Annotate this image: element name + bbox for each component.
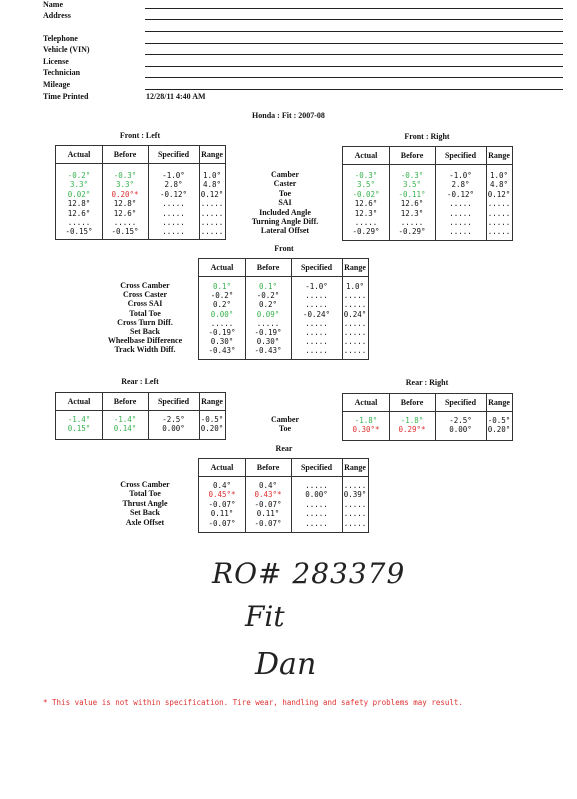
front-right-table <box>342 146 513 241</box>
cell-range: ..... <box>200 208 224 218</box>
rear-measurement-label: Toe <box>278 424 292 434</box>
cell-spec: -2.5° <box>449 416 472 425</box>
rear-left-table <box>55 392 226 440</box>
column-header-actual: Actual <box>210 263 234 272</box>
column-header-range: Range <box>488 151 510 160</box>
name-line <box>145 8 563 9</box>
cell-before: 12.6° <box>400 199 424 209</box>
front-axle-measurement-label: Cross Camber <box>120 281 170 290</box>
cell-before: ..... <box>113 218 137 227</box>
cell-before: 0.14° <box>113 424 137 434</box>
rear-axle-table <box>198 458 369 533</box>
cell-range: 1.0° <box>202 171 222 180</box>
column-header-actual: Actual <box>67 397 91 406</box>
handwritten-technician: Dan <box>255 647 317 682</box>
handwritten-model: Fit <box>245 600 285 633</box>
cell-spec: ..... <box>305 337 328 347</box>
front-measurement-label: Turning Angle Diff. <box>251 217 319 226</box>
cell-actual: 0.15° <box>67 424 91 434</box>
cell-before: -0.07° <box>254 518 282 528</box>
front-axle-measurement-label: Cross SAI <box>127 299 163 309</box>
cell-actual: ..... <box>354 218 378 227</box>
column-header-range: Range <box>201 150 223 159</box>
cell-before: -0.15° <box>111 227 139 237</box>
cell-before: 0.11° <box>256 509 280 519</box>
cell-before: 0.1° <box>258 282 278 291</box>
cell-range: ..... <box>343 318 367 328</box>
cell-actual: 0.4° <box>212 481 232 490</box>
cell-before: 0.43°* <box>254 490 282 500</box>
cell-spec: ..... <box>305 346 328 356</box>
cell-spec: -2.5° <box>162 415 185 424</box>
cell-range: ..... <box>200 218 224 227</box>
cell-actual: 0.02° <box>67 189 91 199</box>
column-header-actual: Actual <box>354 398 378 407</box>
front-axle-title: Front <box>274 244 294 253</box>
cell-spec: 0.00° <box>449 425 472 435</box>
cell-actual: 3.3° <box>69 180 89 190</box>
front-axle-measurement-label: Cross Turn Diff. <box>117 317 173 327</box>
front-measurement-label: Caster <box>273 179 297 189</box>
cell-actual: -0.29° <box>352 227 380 237</box>
cell-before: 12.6° <box>113 208 137 218</box>
cell-range: -0.5° <box>487 416 511 425</box>
time-printed-value: 12/28/11 4:40 AM <box>146 92 206 101</box>
cell-actual: 0.30°* <box>352 425 380 435</box>
cell-range: ..... <box>343 499 367 509</box>
front-axle-table <box>198 258 369 360</box>
cell-actual: 0.2° <box>212 300 232 310</box>
cell-actual: 12.6° <box>67 208 91 218</box>
cell-range: ..... <box>200 199 224 209</box>
field-label-technician: Technician <box>43 68 81 77</box>
cell-range: ..... <box>343 328 367 337</box>
cell-before: -0.19° <box>254 328 282 337</box>
cell-spec: -0.12° <box>159 189 188 199</box>
address-line <box>145 19 563 20</box>
vehicle-title: Honda : Fit : 2007-08 <box>252 111 325 120</box>
cell-before: 0.30° <box>256 337 280 347</box>
cell-spec: ..... <box>449 208 472 218</box>
cell-range: 1.0° <box>489 171 509 180</box>
front-axle-measurement-label: Set Back <box>130 327 160 336</box>
column-header-actual: Actual <box>354 151 378 160</box>
cell-actual: 0.30° <box>210 337 234 347</box>
front-measurement-label: SAI <box>278 198 292 208</box>
cell-spec: ..... <box>305 328 328 337</box>
cell-range: 4.8° <box>202 180 222 190</box>
column-header-before: Before <box>113 397 137 406</box>
front-axle-measurement-label: Total Toe <box>129 308 161 318</box>
cell-spec: -1.0° <box>162 171 185 180</box>
cell-spec: ..... <box>162 199 185 209</box>
column-header-actual: Actual <box>67 150 91 159</box>
cell-range: 0.20° <box>200 424 224 434</box>
field-label-telephone: Telephone <box>43 34 78 43</box>
column-header-before: Before <box>256 463 280 472</box>
address-line-2 <box>145 31 563 32</box>
front-axle-measurement-label: Cross Caster <box>122 290 168 300</box>
cell-spec: ..... <box>162 218 185 227</box>
cell-before: 3.5° <box>402 180 422 190</box>
cell-before: -0.3° <box>113 171 137 180</box>
cell-spec: ..... <box>305 509 328 519</box>
cell-actual: -0.02° <box>352 189 380 199</box>
cell-range: ..... <box>487 218 511 227</box>
cell-range: ..... <box>343 481 367 490</box>
rear-axle-title: Rear <box>275 444 293 453</box>
cell-range: 0.12° <box>200 189 224 199</box>
cell-before: -1.8° <box>400 416 424 425</box>
cell-range: 4.8° <box>489 180 509 190</box>
front-axle-measurement-label: Track Width Diff. <box>114 345 176 355</box>
cell-before: -0.3° <box>400 171 424 180</box>
cell-actual: -0.19° <box>208 328 236 337</box>
column-header-range: Range <box>344 263 366 272</box>
field-label-license: License <box>43 57 69 66</box>
cell-actual: -1.8° <box>354 416 378 425</box>
front-measurement-label: Included Angle <box>259 207 311 217</box>
column-header-before: Before <box>256 263 280 272</box>
rear-right-table <box>342 393 513 441</box>
mileage-line <box>145 89 563 90</box>
field-label-name: Name <box>43 0 63 9</box>
cell-spec: ..... <box>449 227 472 237</box>
cell-before: 3.3° <box>115 180 135 190</box>
technician-line <box>145 77 563 78</box>
cell-range: ..... <box>487 208 511 218</box>
cell-spec: -1.0° <box>449 171 472 180</box>
column-header-spec: Specified <box>444 398 477 407</box>
cell-before: -1.4° <box>113 415 137 424</box>
vin-line <box>145 54 563 55</box>
cell-range: ..... <box>487 199 511 209</box>
rear-axle-measurement-label: Cross Camber <box>120 480 170 489</box>
field-label-vin: Vehicle (VIN) <box>43 45 90 54</box>
cell-actual: ..... <box>210 318 234 328</box>
column-header-spec: Specified <box>157 150 190 159</box>
rear-left-title: Rear : Left <box>121 377 159 386</box>
cell-spec: 2.8° <box>451 180 470 190</box>
rear-axle-measurement-label: Thrust Angle <box>122 498 168 508</box>
field-label-address: Address <box>43 11 71 20</box>
cell-actual: -0.3° <box>354 171 378 180</box>
field-label-mileage: Mileage <box>43 80 71 89</box>
front-left-table <box>55 145 226 240</box>
column-header-range: Range <box>488 398 510 407</box>
field-label-time-printed: Time Printed <box>43 92 89 101</box>
cell-before: 12.3° <box>400 208 424 218</box>
cell-spec: ..... <box>305 291 328 301</box>
cell-spec: ..... <box>305 318 328 328</box>
cell-spec: -1.0° <box>305 282 328 291</box>
cell-before: 12.8° <box>113 199 137 209</box>
cell-range: 0.39° <box>343 490 367 500</box>
front-measurement-label: Toe <box>278 188 292 198</box>
cell-actual: 12.8° <box>67 199 91 209</box>
cell-actual: 12.3° <box>354 208 378 218</box>
front-left-title: Front : Left <box>119 131 161 140</box>
cell-range: 0.24° <box>343 309 367 319</box>
cell-spec: ..... <box>305 300 328 310</box>
rear-axle-measurement-label: Total Toe <box>129 489 161 499</box>
cell-spec: ..... <box>305 518 328 528</box>
rear-axle-measurement-label: Set Back <box>130 508 160 518</box>
cell-before: 0.2° <box>258 300 278 310</box>
cell-before: ..... <box>256 318 280 328</box>
cell-before: 0.09° <box>256 309 280 319</box>
cell-actual: -0.2° <box>67 171 91 180</box>
cell-actual: -0.07° <box>208 499 236 509</box>
cell-spec: ..... <box>305 481 328 490</box>
rear-measurement-label: Camber <box>271 415 299 424</box>
cell-range: ..... <box>487 227 511 237</box>
cell-range: ..... <box>343 518 367 528</box>
cell-range: ..... <box>343 337 367 347</box>
cell-actual: -1.4° <box>67 415 91 424</box>
cell-spec: -0.24° <box>302 309 331 319</box>
cell-spec: ..... <box>449 218 472 227</box>
cell-spec: ..... <box>449 199 472 209</box>
cell-actual: -0.43° <box>208 346 236 356</box>
column-header-before: Before <box>400 151 424 160</box>
cell-range: 0.12° <box>487 189 511 199</box>
cell-range: 1.0° <box>345 282 365 291</box>
cell-range: ..... <box>200 227 224 237</box>
cell-spec: 0.00° <box>162 424 185 434</box>
cell-before: -0.07° <box>254 499 282 509</box>
column-header-actual: Actual <box>210 463 234 472</box>
cell-actual: 3.5° <box>356 180 376 190</box>
front-measurement-label: Lateral Offset <box>260 226 310 236</box>
column-header-range: Range <box>344 463 366 472</box>
cell-before: 0.20°* <box>111 189 139 199</box>
column-header-spec: Specified <box>300 463 333 472</box>
telephone-line <box>145 43 563 44</box>
handwritten-ro-number: RO# 283379 <box>212 557 406 590</box>
cell-before: -0.29° <box>398 227 426 237</box>
cell-actual: 0.11° <box>210 509 234 519</box>
cell-spec: ..... <box>162 208 185 218</box>
column-header-spec: Specified <box>300 263 333 272</box>
front-measurement-label: Camber <box>271 170 299 179</box>
cell-before: ..... <box>400 218 424 227</box>
column-header-range: Range <box>201 397 223 406</box>
cell-actual: -0.2° <box>210 291 234 301</box>
cell-actual: 12.6° <box>354 199 378 209</box>
cell-before: -0.2° <box>256 291 280 301</box>
cell-range: -0.5° <box>200 415 224 424</box>
cell-spec: ..... <box>162 227 185 237</box>
front-right-title: Front : Right <box>404 132 450 141</box>
cell-actual: 0.1° <box>212 282 232 291</box>
cell-range: ..... <box>343 291 367 301</box>
cell-spec: 0.00° <box>305 490 328 500</box>
cell-actual: 0.45°* <box>208 490 236 500</box>
cell-actual: -0.07° <box>208 518 236 528</box>
cell-spec: ..... <box>305 499 328 509</box>
cell-range: 0.20° <box>487 425 511 435</box>
cell-actual: 0.00° <box>210 309 234 319</box>
cell-before: 0.4° <box>258 481 278 490</box>
cell-range: ..... <box>343 346 367 356</box>
rear-axle-measurement-label: Axle Offset <box>125 517 165 527</box>
cell-spec: -0.12° <box>446 189 475 199</box>
cell-before: 0.29°* <box>398 425 426 435</box>
front-axle-measurement-label: Wheelbase Difference <box>107 336 183 346</box>
column-header-spec: Specified <box>157 397 190 406</box>
rear-right-title: Rear : Right <box>405 378 449 387</box>
spec-footnote: * This value is not within specification. Tire wear, handling and safety problems may result. <box>43 698 463 707</box>
cell-range: ..... <box>343 300 367 310</box>
column-header-before: Before <box>400 398 424 407</box>
cell-actual: -0.15° <box>65 227 93 237</box>
cell-spec: 2.8° <box>164 180 183 190</box>
column-header-spec: Specified <box>444 151 477 160</box>
cell-before: -0.11° <box>398 189 426 199</box>
cell-actual: ..... <box>67 218 91 227</box>
cell-range: ..... <box>343 509 367 519</box>
cell-before: -0.43° <box>254 346 282 356</box>
license-line <box>145 66 563 67</box>
column-header-before: Before <box>113 150 137 159</box>
